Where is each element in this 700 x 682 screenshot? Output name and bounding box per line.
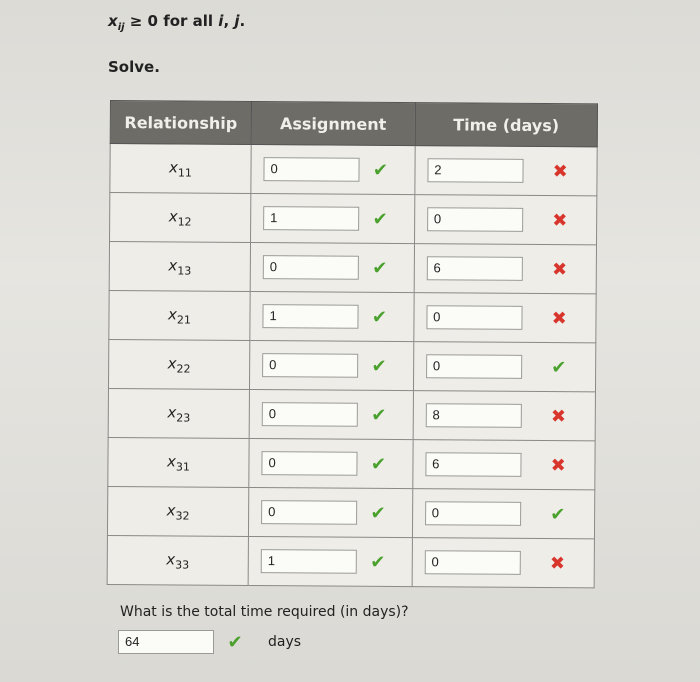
time-input[interactable]: 6 — [426, 256, 522, 281]
cross-icon: ✖ — [552, 160, 568, 182]
table-header-row — [110, 101, 597, 147]
assignment-cell-content — [251, 255, 414, 280]
cross-icon: ✖ — [549, 552, 566, 574]
time-input[interactable]: 0 — [425, 501, 521, 526]
variable-subscript: 22 — [176, 361, 191, 376]
time-cell — [414, 293, 597, 343]
assignment-input[interactable]: 0 — [262, 353, 358, 378]
assignment-cell — [248, 536, 412, 586]
relationship-cell — [107, 535, 248, 585]
relationship-cell — [108, 437, 249, 487]
time-cell — [412, 489, 595, 539]
time-input[interactable]: 0 — [427, 207, 523, 232]
checkmark-icon: ✔ — [371, 355, 387, 377]
assignment-input[interactable]: 1 — [261, 549, 357, 574]
table-row — [109, 242, 596, 294]
checkmark-icon: ✔ — [370, 551, 386, 573]
time-cell-content — [413, 452, 594, 477]
time-input[interactable]: 0 — [424, 550, 520, 575]
checkmark-icon: ✔ — [372, 257, 388, 279]
constraint-j: j — [234, 12, 240, 30]
variable-name: x — [168, 206, 178, 225]
assignment-cell-content — [249, 549, 412, 574]
checkmark-icon: ✔ — [370, 502, 386, 524]
assignment-cell — [249, 389, 413, 439]
variable-subscript: 23 — [176, 410, 191, 425]
checkmark-icon: ✔ — [371, 306, 388, 328]
time-cell — [415, 146, 598, 196]
assignment-cell — [251, 193, 415, 243]
time-input[interactable]: 0 — [426, 354, 522, 379]
cross-icon: ✖ — [550, 405, 567, 427]
cross-icon: ✖ — [551, 307, 567, 329]
constraint-subscript: ij — [117, 22, 125, 33]
checkmark-icon: ✔ — [551, 356, 567, 378]
time-cell-content — [414, 354, 595, 379]
total-time-question: What is the total time required (in days)? — [120, 604, 409, 620]
variable-name: x — [166, 549, 176, 568]
total-time-row — [118, 630, 301, 654]
time-cell — [412, 538, 595, 588]
solve-label: Solve. — [108, 58, 160, 76]
assignment-cell — [249, 438, 413, 488]
assignment-input[interactable]: 1 — [263, 206, 359, 231]
variable-subscript: 32 — [175, 508, 190, 523]
time-cell-content — [413, 501, 594, 526]
assignment-input[interactable]: 0 — [263, 157, 359, 182]
assignment-input[interactable]: 0 — [263, 255, 359, 280]
relationship-cell — [109, 242, 250, 292]
time-cell — [412, 440, 595, 490]
assignment-cell-content — [250, 402, 413, 427]
table-row — [107, 486, 594, 538]
constraint-i: i — [218, 12, 224, 30]
assignment-cell — [250, 291, 414, 341]
table-body — [107, 144, 597, 588]
time-cell-content — [414, 305, 595, 330]
units-label: days — [268, 634, 302, 650]
time-cell — [414, 195, 597, 245]
table-row — [108, 388, 595, 440]
checkmark-icon: ✔ — [227, 631, 243, 653]
variable-subscript: 33 — [175, 557, 190, 572]
constraint-rest: ≥ 0 for all — [124, 12, 219, 30]
table-row — [109, 290, 596, 342]
table-row — [110, 193, 597, 245]
cross-icon: ✖ — [551, 258, 568, 280]
time-cell — [413, 391, 596, 441]
assignment-cell-content — [251, 206, 414, 231]
time-cell-content — [413, 403, 594, 428]
cross-icon: ✖ — [552, 209, 568, 231]
checkmark-icon: ✔ — [370, 453, 387, 475]
variable-subscript: 12 — [177, 214, 192, 229]
checkmark-icon: ✔ — [372, 208, 388, 230]
assignment-cell — [249, 340, 413, 390]
relationship-cell — [109, 290, 250, 340]
assignment-cell — [248, 487, 412, 537]
constraint-variable: x — [108, 12, 118, 30]
time-input[interactable]: 6 — [425, 452, 521, 477]
relationship-cell — [110, 144, 251, 194]
assignment-cell-content — [250, 304, 413, 329]
assignment-cell-content — [249, 451, 412, 476]
time-input[interactable]: 0 — [426, 305, 522, 330]
assignment-cell — [250, 242, 414, 292]
relationship-cell — [108, 339, 249, 389]
checkmark-icon: ✔ — [371, 404, 387, 426]
assignment-input[interactable]: 0 — [262, 402, 358, 427]
assignment-table — [107, 100, 598, 588]
variable-name: x — [169, 157, 179, 176]
table-row — [107, 535, 594, 587]
header-relationship: Relationship — [110, 101, 251, 145]
constraint-comma: , — [223, 12, 235, 30]
variable-name: x — [166, 500, 176, 519]
time-cell-content — [415, 207, 596, 232]
time-cell — [413, 342, 596, 392]
table-row — [110, 144, 597, 196]
assignment-cell-content — [251, 157, 414, 182]
time-cell-content — [414, 256, 595, 281]
time-cell-content — [412, 550, 593, 575]
relationship-cell — [110, 193, 251, 243]
header-assignment: Assignment — [251, 101, 415, 145]
constraint-period: . — [239, 12, 246, 30]
constraint-text — [108, 12, 245, 33]
total-time-input[interactable]: 64 — [118, 630, 214, 654]
assignment-cell — [251, 144, 415, 194]
assignment-input[interactable]: 0 — [261, 500, 357, 525]
variable-name: x — [167, 353, 177, 372]
assignment-cell-content — [250, 353, 413, 378]
table-row — [108, 339, 595, 391]
relationship-cell — [107, 486, 248, 536]
variable-name: x — [167, 402, 177, 421]
assignment-input[interactable]: 1 — [262, 304, 358, 329]
assignment-cell-content — [249, 500, 412, 525]
variable-name: x — [167, 304, 178, 323]
assignment-input[interactable]: 0 — [261, 451, 357, 476]
time-input[interactable]: 2 — [427, 158, 523, 183]
variable-name: x — [166, 451, 176, 470]
time-cell — [414, 244, 597, 294]
variable-subscript: 13 — [177, 263, 192, 278]
variable-subscript: 21 — [176, 312, 191, 327]
cross-icon: ✖ — [550, 454, 566, 476]
time-cell-content — [415, 158, 596, 183]
variable-subscript: 11 — [177, 165, 192, 180]
checkmark-icon: ✔ — [372, 159, 389, 181]
time-input[interactable]: 8 — [425, 403, 521, 428]
table-row — [108, 437, 595, 489]
header-time: Time (days) — [415, 103, 598, 147]
relationship-cell — [108, 388, 249, 438]
checkmark-icon: ✔ — [550, 503, 566, 525]
variable-name: x — [168, 255, 178, 274]
variable-subscript: 31 — [175, 459, 190, 474]
